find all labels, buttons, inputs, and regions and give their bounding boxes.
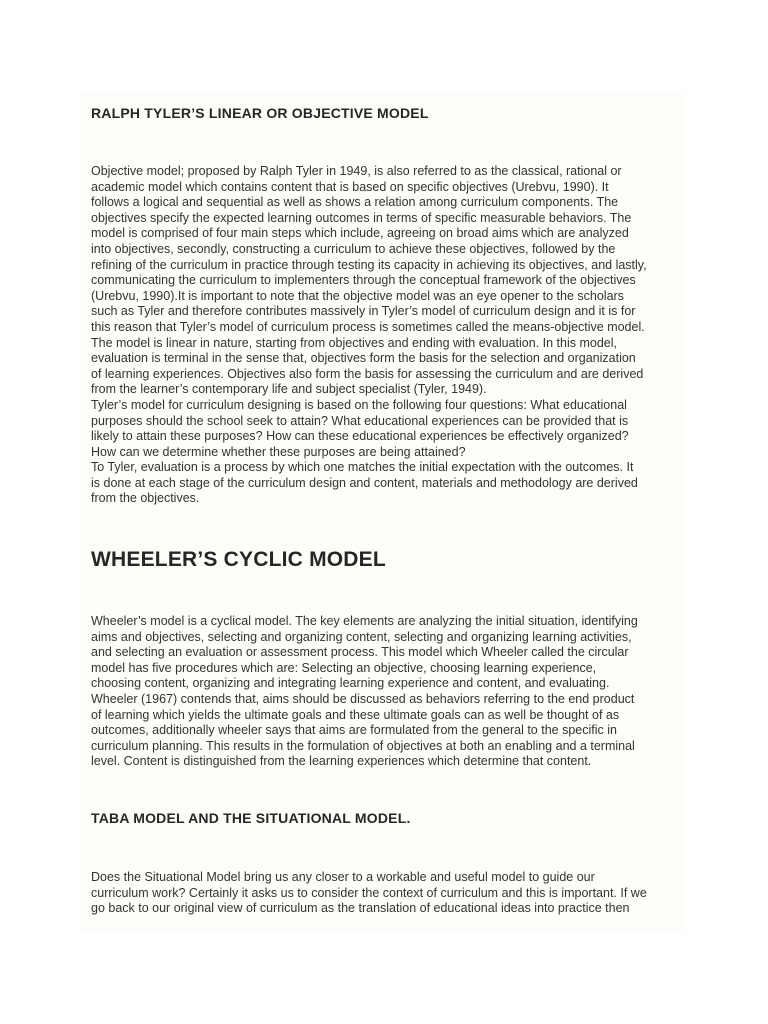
paragraph-line: choosing content, organizing and integrating learning experience and content, and evaluating.: [91, 676, 610, 691]
paragraph-line: objectives specify the expected learning outcomes in terms of specific measurable behaviors. The: [91, 210, 632, 225]
paragraph-line: from the objectives.: [91, 491, 200, 506]
paragraph-line: model is comprised of four main steps which include, agreeing on broad aims which are analyzed: [91, 226, 629, 241]
paragraph-line: purposes should the school seek to attain? What educational experiences can be provided that is: [91, 413, 629, 428]
paragraph-line: Wheeler (1967) contends that, aims should be discussed as behaviors referring to the end product: [91, 691, 635, 706]
paragraph-line: How can we determine whether these purposes are being attained?: [91, 444, 466, 459]
paragraph-line: refining of the curriculum in practice through testing its capacity in achieving its objectives, and lastly,: [91, 257, 647, 272]
paragraph-line: aims and objectives, selecting and organizing content, selecting and organizing learning activities,: [91, 629, 632, 644]
paragraph-line: The model is linear in nature, starting from objectives and ending with evaluation. In this model,: [91, 335, 617, 350]
paragraph-line: follows a logical and sequential as well as shows a relation among curriculum components. The: [91, 195, 619, 210]
paragraph-line: Tyler’s model for curriculum designing is based on the following four questions: What educational: [91, 397, 627, 412]
paragraph-line: model has five procedures which are: Selecting an objective, choosing learning experience,: [91, 660, 597, 675]
heading-wheeler-model: WHEELER’S CYCLIC MODEL: [91, 548, 386, 571]
paragraph-line: Wheeler’s model is a cyclical model. The key elements are analyzing the initial situation, identifying: [91, 614, 638, 628]
paragraph-line: likely to attain these purposes? How can these educational experiences be effectively organized?: [91, 429, 629, 444]
paragraph-wheeler-model: [91, 614, 681, 770]
paragraph-line: To Tyler, evaluation is a process by which one matches the initial expectation with the outcomes. It: [91, 460, 634, 475]
paragraph-line: from the learner’s contemporary life and subject specialist (Tyler, 1949).: [91, 382, 487, 397]
paragraph-line: into objectives, secondly, constructing a curriculum to achieve these objectives, followed by the: [91, 241, 616, 256]
paragraph-line: Objective model; proposed by Ralph Tyler in 1949, is also referred to as the classical, rational or: [91, 164, 622, 178]
paragraph-taba-situational-model: [91, 870, 681, 917]
paragraph-line: communicating the curriculum to implementers through the conceptual framework of the objectives: [91, 273, 636, 288]
paragraph-line: outcomes, additionally wheeler says that aims are formulated from the general to the specific in: [91, 723, 617, 738]
document-page: [80, 92, 685, 932]
paragraph-line: such as Tyler and therefore contributes massively in Tyler’s model of curriculum design and it is for: [91, 304, 636, 319]
paragraph-line: curriculum work? Certainly it asks us to consider the context of curriculum and this is important. If we: [91, 885, 647, 900]
paragraph-line: and selecting an evaluation or assessment process. This model which Wheeler called the circular: [91, 645, 629, 660]
paragraph-line: (Urebvu, 1990).It is important to note that the objective model was an eye opener to the scholars: [91, 288, 624, 303]
paragraph-line: of learning experiences. Objectives also form the basis for assessing the curriculum and are derived: [91, 366, 644, 381]
paragraph-line: Does the Situational Model bring us any closer to a workable and useful model to guide our: [91, 870, 595, 884]
paragraph-line: evaluation is terminal in the sense that, objectives form the basis for the selection and organization: [91, 351, 636, 366]
paragraph-line: go back to our original view of curriculum as the translation of educational ideas into practice then: [91, 901, 630, 916]
paragraph-tyler-model: [91, 164, 681, 507]
heading-tyler-model: RALPH TYLER’S LINEAR OR OBJECTIVE MODEL: [91, 105, 429, 121]
paragraph-line: this reason that Tyler’s model of curriculum process is sometimes called the means-objective model.: [91, 319, 645, 334]
paragraph-line: curriculum planning. This results in the formulation of objectives at both an enabling and a terminal: [91, 738, 635, 753]
paragraph-line: academic model which contains content that is based on specific objectives (Urebvu, 1990). It: [91, 179, 609, 194]
heading-taba-situational-model: TABA MODEL AND THE SITUATIONAL MODEL.: [91, 810, 411, 826]
paragraph-line: level. Content is distinguished from the learning experiences which determine that content.: [91, 754, 592, 769]
paragraph-line: of learning which yields the ultimate goals and these ultimate goals can as well be thought of as: [91, 707, 620, 722]
paragraph-line: is done at each stage of the curriculum design and content, materials and methodology are derived: [91, 475, 638, 490]
